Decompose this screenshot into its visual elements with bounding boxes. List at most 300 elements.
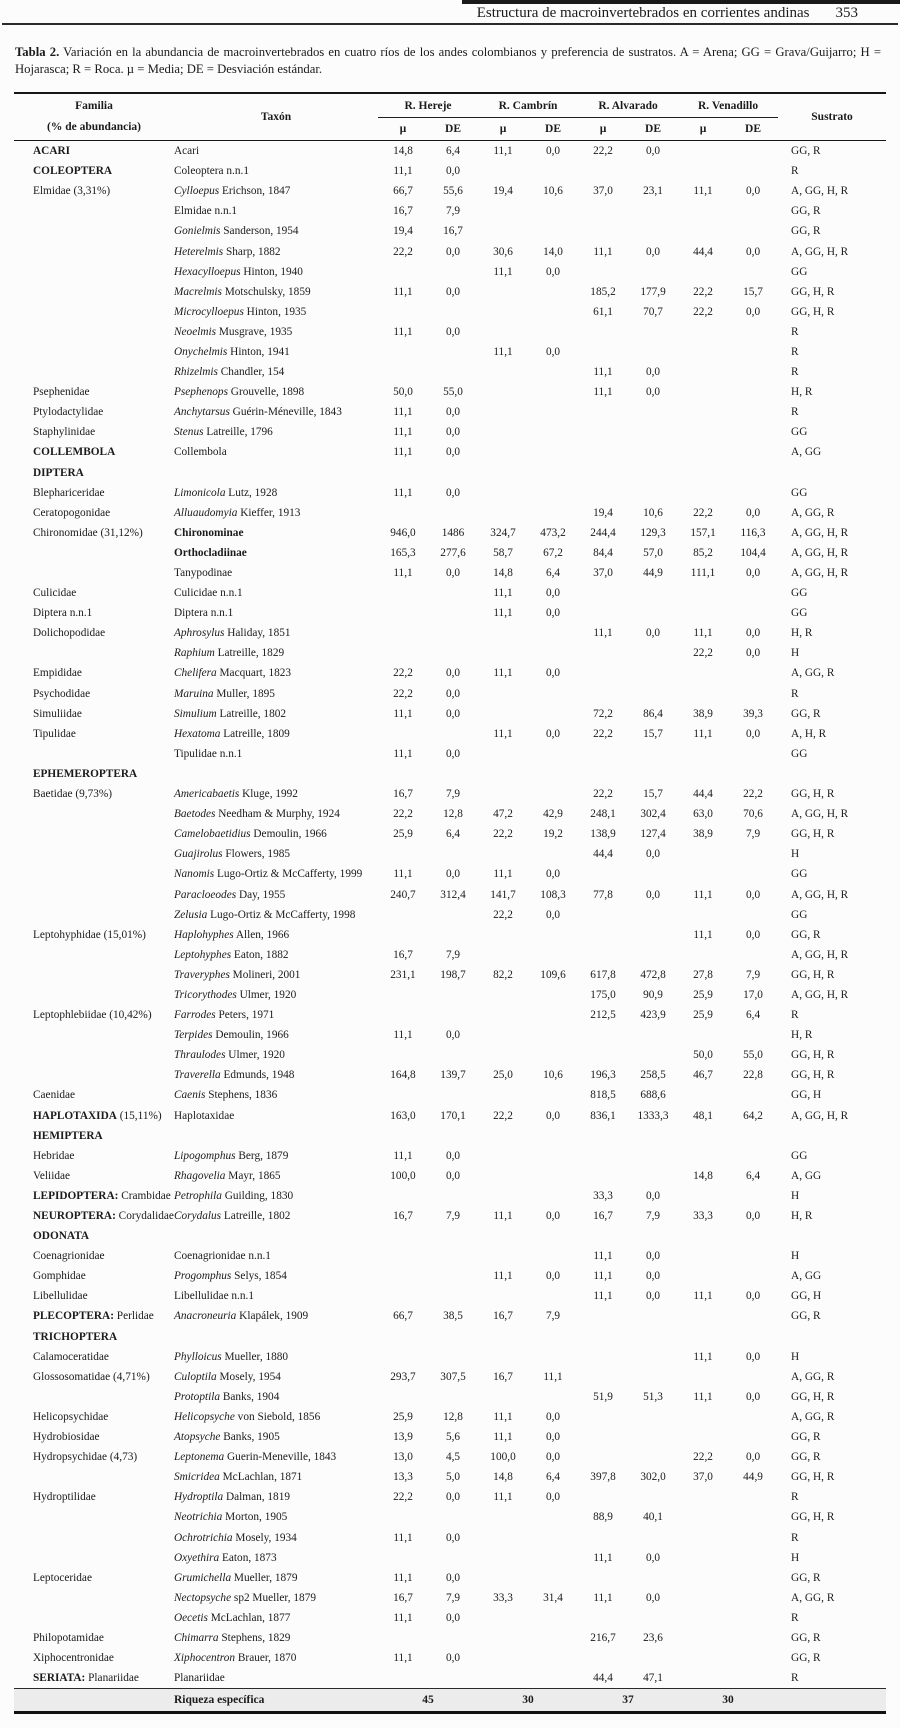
- value-cell: 11,1: [693, 888, 713, 901]
- value-cell: [678, 1407, 728, 1427]
- taxon-cell: Chimarra Stephens, 1829: [174, 1631, 291, 1644]
- value-cell: [428, 1266, 478, 1286]
- value-cell: [678, 1427, 728, 1447]
- value-cell: [478, 422, 528, 442]
- table-row: [14, 141, 886, 162]
- taxon-cell: Cylloepus Erichson, 1847: [174, 185, 291, 198]
- table-row: [14, 1246, 886, 1266]
- value-cell: 61,1: [593, 305, 613, 318]
- value-cell: 64,2: [743, 1109, 763, 1122]
- familia-cell: [14, 985, 174, 1005]
- value-cell: [478, 1608, 528, 1628]
- value-cell: 14,8: [493, 567, 513, 580]
- value-cell: 33,3: [693, 1210, 713, 1223]
- value-cell: 12,8: [443, 808, 463, 821]
- value-cell: 25,9: [693, 1009, 713, 1022]
- table-row: [14, 1487, 886, 1507]
- running-title: Estructura de macroinvertebrados en corrientes andinas: [476, 5, 810, 21]
- value-cell: 25,0: [493, 1069, 513, 1082]
- value-cell: [378, 1266, 428, 1286]
- value-cell: 0,0: [545, 1109, 561, 1122]
- value-cell: [628, 663, 678, 683]
- value-cell: 127,4: [640, 828, 666, 841]
- table-row: [14, 1065, 886, 1085]
- value-cell: [628, 262, 678, 282]
- taxon-cell: Maruina Muller, 1895: [174, 687, 275, 700]
- value-cell: 0,0: [745, 888, 761, 901]
- sustrato-cell: A, GG: [791, 446, 822, 459]
- value-cell: [728, 422, 778, 442]
- sustrato-cell: [778, 463, 886, 483]
- header-de-alvarado: DE: [645, 123, 662, 135]
- familia-cell: ODONATA: [33, 1230, 90, 1243]
- value-cell: 11,1: [493, 345, 513, 358]
- value-cell: 16,7: [393, 205, 413, 218]
- value-cell: 0,0: [445, 426, 461, 439]
- value-cell: [378, 905, 428, 925]
- familia-cell: [14, 1025, 174, 1045]
- taxon-cell: Elmidae n.n.1: [174, 205, 238, 218]
- familia-cell: PLECOPTERA: Perlidae: [33, 1310, 154, 1323]
- value-cell: 0,0: [745, 928, 761, 941]
- value-cell: 11,1: [493, 265, 513, 278]
- sustrato-cell: [778, 1327, 886, 1347]
- value-cell: [578, 1648, 628, 1668]
- value-cell: [728, 483, 778, 503]
- header-mu-cambrin: µ: [499, 123, 507, 135]
- value-cell: 55,0: [743, 1049, 763, 1062]
- value-cell: [478, 362, 528, 382]
- value-cell: 0,0: [645, 386, 661, 399]
- value-cell: 108,3: [540, 888, 566, 901]
- value-cell: 15,7: [643, 727, 663, 740]
- value-cell: [578, 764, 628, 784]
- value-cell: 30,6: [493, 245, 513, 258]
- table-row: [14, 402, 886, 422]
- value-cell: 11,1: [393, 868, 413, 881]
- familia-cell: Xiphocentronidae: [33, 1652, 114, 1665]
- value-cell: 7,9: [445, 1591, 461, 1604]
- value-cell: [728, 221, 778, 241]
- value-cell: [728, 1648, 778, 1668]
- table-row: [14, 1306, 886, 1326]
- value-cell: [428, 1186, 478, 1206]
- footer-value-venadillo: 30: [722, 1694, 734, 1707]
- value-cell: [628, 1608, 678, 1628]
- taxon-cell: Americabaetis Kluge, 1992: [174, 788, 298, 801]
- value-cell: 0,0: [445, 667, 461, 680]
- value-cell: 12,8: [443, 1410, 463, 1423]
- value-cell: 66,7: [393, 1310, 413, 1323]
- value-cell: [578, 1487, 628, 1507]
- table-row: [14, 1648, 886, 1668]
- value-cell: [428, 764, 478, 784]
- value-cell: 175,0: [590, 988, 616, 1001]
- value-cell: 324,7: [490, 526, 516, 539]
- header-sustrato: Sustrato: [811, 111, 853, 123]
- sustrato-cell: GG, H, R: [791, 1049, 835, 1062]
- sustrato-cell: H, R: [791, 627, 813, 640]
- sustrato-cell: A, GG, H, R: [791, 546, 849, 559]
- value-cell: 100,0: [390, 1169, 416, 1182]
- value-cell: 27,8: [693, 968, 713, 981]
- table-row: [14, 804, 886, 824]
- familia-cell: [14, 844, 174, 864]
- familia-cell: [14, 905, 174, 925]
- value-cell: [378, 844, 428, 864]
- value-cell: [478, 684, 528, 704]
- sustrato-cell: GG, R: [791, 1571, 821, 1584]
- value-cell: [528, 201, 578, 221]
- sustrato-cell: A, GG: [791, 1270, 822, 1283]
- value-cell: 11,1: [693, 928, 713, 941]
- table-row: [14, 1568, 886, 1588]
- value-cell: 0,0: [445, 245, 461, 258]
- value-cell: 6,4: [545, 1471, 561, 1484]
- value-cell: [478, 221, 528, 241]
- value-cell: [628, 1527, 678, 1547]
- value-cell: [728, 663, 778, 683]
- value-cell: 0,0: [745, 185, 761, 198]
- taxon-cell: Rhagovelia Mayr, 1865: [174, 1169, 281, 1182]
- sustrato-cell: H: [791, 1250, 800, 1263]
- value-cell: 0,0: [545, 265, 561, 278]
- familia-cell: Philopotamidae: [33, 1631, 104, 1644]
- value-cell: [378, 1126, 428, 1146]
- sustrato-cell: R: [791, 1009, 799, 1022]
- table-row: [14, 362, 886, 382]
- value-cell: [678, 1126, 728, 1146]
- value-cell: 0,0: [645, 627, 661, 640]
- value-cell: 0,0: [445, 446, 461, 459]
- value-cell: 16,7: [393, 788, 413, 801]
- taxon-cell: Progomphus Selys, 1854: [174, 1270, 287, 1283]
- value-cell: 22,2: [593, 727, 613, 740]
- value-cell: [728, 1527, 778, 1547]
- table-row: [14, 322, 886, 342]
- familia-cell: Empididae: [33, 667, 82, 680]
- value-cell: [528, 282, 578, 302]
- sustrato-cell: R: [791, 1611, 799, 1624]
- taxon-cell: Libellulidae n.n.1: [174, 1290, 254, 1303]
- value-cell: [478, 643, 528, 663]
- sustrato-cell: GG, R: [791, 225, 821, 238]
- value-cell: [578, 463, 628, 483]
- value-cell: 48,1: [693, 1109, 713, 1122]
- value-cell: 88,9: [593, 1511, 613, 1524]
- abundance-table: [14, 92, 886, 1714]
- value-cell: 58,7: [493, 546, 513, 559]
- familia-cell: [14, 643, 174, 663]
- value-cell: [678, 684, 728, 704]
- sustrato-cell: [778, 1226, 886, 1246]
- taxon-cell: Alluaudomyia Kieffer, 1913: [174, 506, 301, 519]
- taxon-cell: Haplohyphes Allen, 1966: [174, 928, 290, 941]
- table-row: [14, 1045, 886, 1065]
- sustrato-cell: A, GG, H, R: [791, 988, 849, 1001]
- sustrato-cell: A, GG, H, R: [791, 526, 849, 539]
- familia-cell: [14, 342, 174, 362]
- value-cell: 109,6: [540, 968, 566, 981]
- table-row: [14, 1005, 886, 1025]
- value-cell: 1486: [441, 526, 465, 539]
- taxon-cell: Farrodes Peters, 1971: [174, 1009, 275, 1022]
- value-cell: 7,9: [445, 948, 461, 961]
- value-cell: [578, 1025, 628, 1045]
- value-cell: 15,7: [743, 285, 763, 298]
- value-cell: [628, 1327, 678, 1347]
- value-cell: 66,7: [393, 185, 413, 198]
- sustrato-cell: GG, H, R: [791, 305, 835, 318]
- value-cell: [578, 1527, 628, 1547]
- value-cell: [578, 402, 628, 422]
- value-cell: [478, 1166, 528, 1186]
- value-cell: [678, 342, 728, 362]
- value-cell: 196,3: [590, 1069, 616, 1082]
- value-cell: 11,1: [393, 567, 413, 580]
- taxon-cell: Helicopsyche von Siebold, 1856: [174, 1410, 321, 1423]
- value-cell: [428, 463, 478, 483]
- familia-cell: Caenidae: [33, 1089, 76, 1102]
- footer-value-cambrin: 30: [522, 1694, 534, 1707]
- taxon-cell: [174, 1126, 378, 1146]
- value-cell: [628, 1306, 678, 1326]
- table-row: [14, 684, 886, 704]
- value-cell: 244,4: [590, 526, 616, 539]
- table-row: [14, 1467, 886, 1487]
- taxon-cell: Protoptila Banks, 1904: [174, 1390, 280, 1403]
- value-cell: 13,9: [393, 1431, 413, 1444]
- value-cell: [378, 985, 428, 1005]
- value-cell: 423,9: [640, 1009, 666, 1022]
- value-cell: [678, 262, 728, 282]
- table-row: [14, 1146, 886, 1166]
- value-cell: 11,1: [693, 1390, 713, 1403]
- value-cell: 11,1: [493, 727, 513, 740]
- value-cell: 7,9: [645, 1210, 661, 1223]
- value-cell: 138,9: [590, 828, 616, 841]
- value-cell: [728, 1367, 778, 1387]
- table-row: [14, 1588, 886, 1608]
- taxon-cell: Culicidae n.n.1: [174, 587, 243, 600]
- value-cell: 248,1: [590, 808, 616, 821]
- value-cell: [528, 1327, 578, 1347]
- value-cell: 100,0: [490, 1451, 516, 1464]
- value-cell: 0,0: [745, 647, 761, 660]
- value-cell: 63,0: [693, 808, 713, 821]
- value-cell: [578, 643, 628, 663]
- value-cell: [578, 201, 628, 221]
- value-cell: 16,7: [393, 1591, 413, 1604]
- value-cell: 129,3: [640, 526, 666, 539]
- taxon-cell: Chelifera Macquart, 1823: [174, 667, 292, 680]
- caption-label: Tabla 2.: [15, 45, 60, 59]
- value-cell: 198,7: [440, 968, 466, 981]
- value-cell: [728, 342, 778, 362]
- familia-cell: Psychodidae: [33, 687, 91, 700]
- sustrato-cell: H: [791, 1350, 800, 1363]
- table-row: [14, 1186, 886, 1206]
- familia-cell: Ptylodactylidae: [33, 406, 104, 419]
- sustrato-cell: A, GG, H, R: [791, 888, 849, 901]
- taxon-cell: Phylloicus Mueller, 1880: [174, 1350, 289, 1363]
- sustrato-cell: A, GG, R: [791, 1370, 835, 1383]
- value-cell: 22,2: [393, 1491, 413, 1504]
- taxon-cell: Psephenops Grouvelle, 1898: [174, 386, 305, 399]
- sustrato-cell: A, GG, H, R: [791, 185, 849, 198]
- value-cell: [478, 302, 528, 322]
- value-cell: 0,0: [645, 1591, 661, 1604]
- value-cell: [578, 1347, 628, 1367]
- familia-cell: Culicidae: [33, 587, 77, 600]
- taxon-cell: Hydroptila Dalman, 1819: [174, 1491, 290, 1504]
- value-cell: 0,0: [445, 165, 461, 178]
- taxon-cell: Hexatoma Latreille, 1809: [174, 727, 290, 740]
- value-cell: [628, 483, 678, 503]
- value-cell: [378, 342, 428, 362]
- value-cell: 0,0: [445, 325, 461, 338]
- header-familia: [14, 93, 174, 141]
- sustrato-cell: GG, H: [791, 1290, 822, 1303]
- value-cell: [428, 342, 478, 362]
- header-rule: [2, 23, 898, 25]
- value-cell: [528, 704, 578, 724]
- value-cell: 44,4: [593, 1672, 613, 1685]
- value-cell: [378, 1548, 428, 1568]
- value-cell: 16,7: [393, 948, 413, 961]
- value-cell: 22,2: [693, 647, 713, 660]
- value-cell: 0,0: [545, 587, 561, 600]
- value-cell: [528, 684, 578, 704]
- value-cell: 67,2: [543, 546, 563, 559]
- value-cell: [528, 1025, 578, 1045]
- taxon-cell: Baetodes Needham & Murphy, 1924: [174, 808, 340, 821]
- value-cell: 22,2: [743, 788, 763, 801]
- value-cell: [628, 643, 678, 663]
- value-cell: [428, 1387, 478, 1407]
- value-cell: [428, 1327, 478, 1347]
- sustrato-cell: GG: [791, 426, 808, 439]
- value-cell: 44,9: [743, 1471, 763, 1484]
- value-cell: [478, 1226, 528, 1246]
- taxon-cell: Stenus Latreille, 1796: [174, 426, 273, 439]
- value-cell: 11,1: [393, 325, 413, 338]
- value-cell: [628, 201, 678, 221]
- value-cell: 141,7: [490, 888, 516, 901]
- sustrato-cell: GG, H, R: [791, 285, 835, 298]
- table-row: [14, 905, 886, 925]
- value-cell: 688,6: [640, 1089, 666, 1102]
- value-cell: 22,2: [393, 667, 413, 680]
- value-cell: [678, 583, 728, 603]
- table-row: [14, 1387, 886, 1407]
- taxon-cell: Guajirolus Flowers, 1985: [174, 848, 291, 861]
- sustrato-cell: [778, 1126, 886, 1146]
- value-cell: [678, 201, 728, 221]
- value-cell: [678, 1367, 728, 1387]
- value-cell: [678, 1246, 728, 1266]
- sustrato-cell: R: [791, 1491, 799, 1504]
- value-cell: 836,1: [590, 1109, 616, 1122]
- value-cell: 51,3: [643, 1390, 663, 1403]
- header-familia-line2: (% de abundancia): [47, 121, 141, 133]
- value-cell: 11,1: [593, 366, 613, 379]
- value-cell: 0,0: [745, 1350, 761, 1363]
- table-row: [14, 442, 886, 462]
- value-cell: 33,3: [593, 1189, 613, 1202]
- value-cell: 11,1: [393, 406, 413, 419]
- value-cell: [578, 603, 628, 623]
- value-cell: [728, 1608, 778, 1628]
- table-row: [14, 945, 886, 965]
- sustrato-cell: H, R: [791, 1029, 813, 1042]
- value-cell: [528, 643, 578, 663]
- familia-cell: Glossosomatidae (4,71%): [33, 1370, 150, 1383]
- table-row: [14, 1367, 886, 1387]
- value-cell: 11,1: [593, 386, 613, 399]
- value-cell: [428, 503, 478, 523]
- value-cell: 0,0: [445, 1531, 461, 1544]
- header-river-hereje: R. Hereje: [378, 93, 478, 118]
- sustrato-cell: GG, R: [791, 707, 821, 720]
- value-cell: 0,0: [645, 366, 661, 379]
- taxon-cell: Haplotaxidae: [174, 1109, 235, 1122]
- value-cell: [378, 1246, 428, 1266]
- value-cell: [678, 744, 728, 764]
- value-cell: [728, 1548, 778, 1568]
- value-cell: [478, 1648, 528, 1668]
- taxon-cell: Hexacylloepus Hinton, 1940: [174, 265, 303, 278]
- value-cell: 11,1: [393, 1571, 413, 1584]
- value-cell: [578, 744, 628, 764]
- value-cell: 11,1: [393, 285, 413, 298]
- value-cell: 11,1: [493, 145, 513, 158]
- value-cell: 0,0: [645, 245, 661, 258]
- value-cell: 11,1: [493, 587, 513, 600]
- footer-sustrato-cell: [778, 1689, 886, 1713]
- header-mu-hereje: µ: [399, 123, 407, 135]
- value-cell: [528, 442, 578, 462]
- value-cell: 165,3: [390, 546, 416, 559]
- value-cell: [478, 463, 528, 483]
- table-row: [14, 1166, 886, 1186]
- sustrato-cell: GG, R: [791, 1310, 821, 1323]
- value-cell: 0,0: [545, 868, 561, 881]
- familia-cell: Coenagrionidae: [33, 1250, 105, 1263]
- value-cell: 472,8: [640, 968, 666, 981]
- value-cell: 139,7: [440, 1069, 466, 1082]
- value-cell: [428, 362, 478, 382]
- value-cell: 0,0: [645, 1189, 661, 1202]
- value-cell: [628, 402, 678, 422]
- value-cell: [628, 1487, 678, 1507]
- value-cell: 0,0: [745, 506, 761, 519]
- value-cell: 6,4: [445, 828, 461, 841]
- value-cell: [528, 1527, 578, 1547]
- value-cell: [378, 1507, 428, 1527]
- page-header: [0, 5, 858, 22]
- value-cell: 37,0: [693, 1471, 713, 1484]
- sustrato-cell: A, H, R: [791, 727, 827, 740]
- value-cell: 473,2: [540, 526, 566, 539]
- value-cell: 0,0: [445, 1611, 461, 1624]
- taxon-cell: Culoptila Mosely, 1954: [174, 1370, 281, 1383]
- value-cell: [428, 603, 478, 623]
- value-cell: [578, 1045, 628, 1065]
- value-cell: [478, 1286, 528, 1306]
- value-cell: [628, 925, 678, 945]
- value-cell: [628, 1146, 678, 1166]
